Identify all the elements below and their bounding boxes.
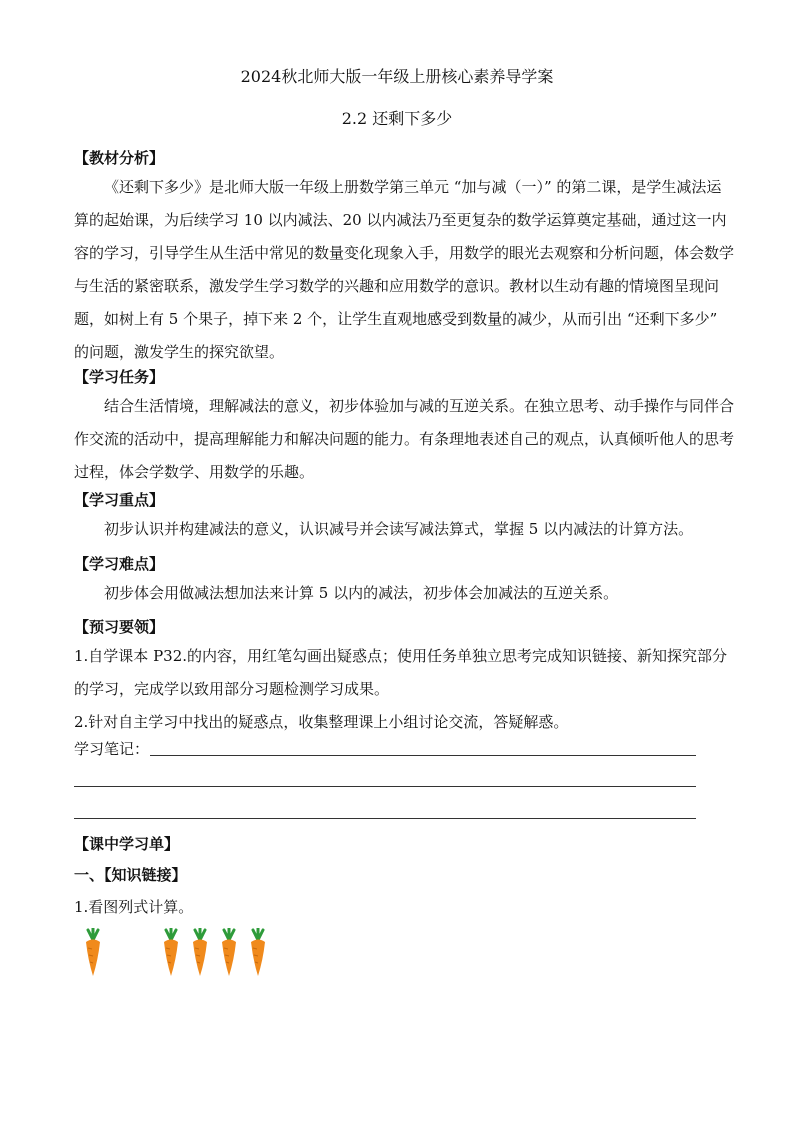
carrot-icon [218,928,240,978]
tasks-heading: 【学习任务】 [74,368,165,386]
preview-item-2: 2.针对自主学习中找出的疑惑点，收集整理课上小组讨论交流，答疑解惑。 [74,713,569,731]
question-1: 1.看图列式计算。 [74,898,194,916]
key-points-paragraph: 初步认识并构建减法的意义，认识减号并会读写减法算式，掌握 5 以内减法的计算方法。 [104,520,694,538]
worksheet-heading: 【课中学习单】 [74,835,180,853]
preview-item-1: 1.自学课本 P32.的内容，用红笔勾画出疑惑点；使用任务单独立思考完成知识链接、新知探究部分的学习，完成学以致用部分习题检测学习成果。 [74,647,728,698]
difficulties-paragraph: 初步体会用做减法想加法来计算 5 以内的减法，初步体会加减法的互逆关系。 [104,584,619,602]
carrot-icon [189,928,211,978]
carrot-icon [160,928,182,978]
notes-line-3[interactable] [74,818,696,819]
notes-line-1[interactable] [150,755,696,756]
carrot-icon [82,928,104,978]
knowledge-link-heading: 一、【知识链接】 [74,866,187,884]
difficulties-heading: 【学习难点】 [74,555,165,573]
lesson-subtitle: 2.2 还剩下多少 [341,109,453,128]
notes-line-2[interactable] [74,786,696,787]
document-title: 2024秋北师大版一年级上册核心素养导学案 [240,67,554,86]
preview-heading: 【预习要领】 [74,618,165,636]
analysis-paragraph: 《还剩下多少》是北师大版一年级上册数学第三单元 “加与减（一）” 的第二课，是学生减法运算的起始课，为后续学习 10 以内减法、20 以内减法乃至更复杂的数学运算奠定基础，通过这一内容的学习，引导学生从生活中常见的数量变化现象入手，用数学的眼光去观察和分析问题，体会数学与生活的紧密联系，激发学生学习数学的兴趣和应用数学的意识。教材以生动有趣的情境图呈现问题，如树上有 5 个果子，掉下来 2 个，让学生直观地感受到数量的减少，从而引出 “还剩下多少” 的问题，激发学生的探究欲望。 [74,178,735,361]
tasks-paragraph: 结合生活情境，理解减法的意义，初步体验加与减的互逆关系。在独立思考、动手操作与同伴合作交流的活动中，提高理解能力和解决问题的能力。有条理地表述自己的观点，认真倾听他人的思考过程，体会学数学、用数学的乐趣。 [74,397,735,481]
analysis-heading: 【教材分析】 [74,149,165,167]
notes-label: 学习笔记： [74,740,150,758]
key-points-heading: 【学习重点】 [74,491,165,509]
carrot-icon [247,928,269,978]
